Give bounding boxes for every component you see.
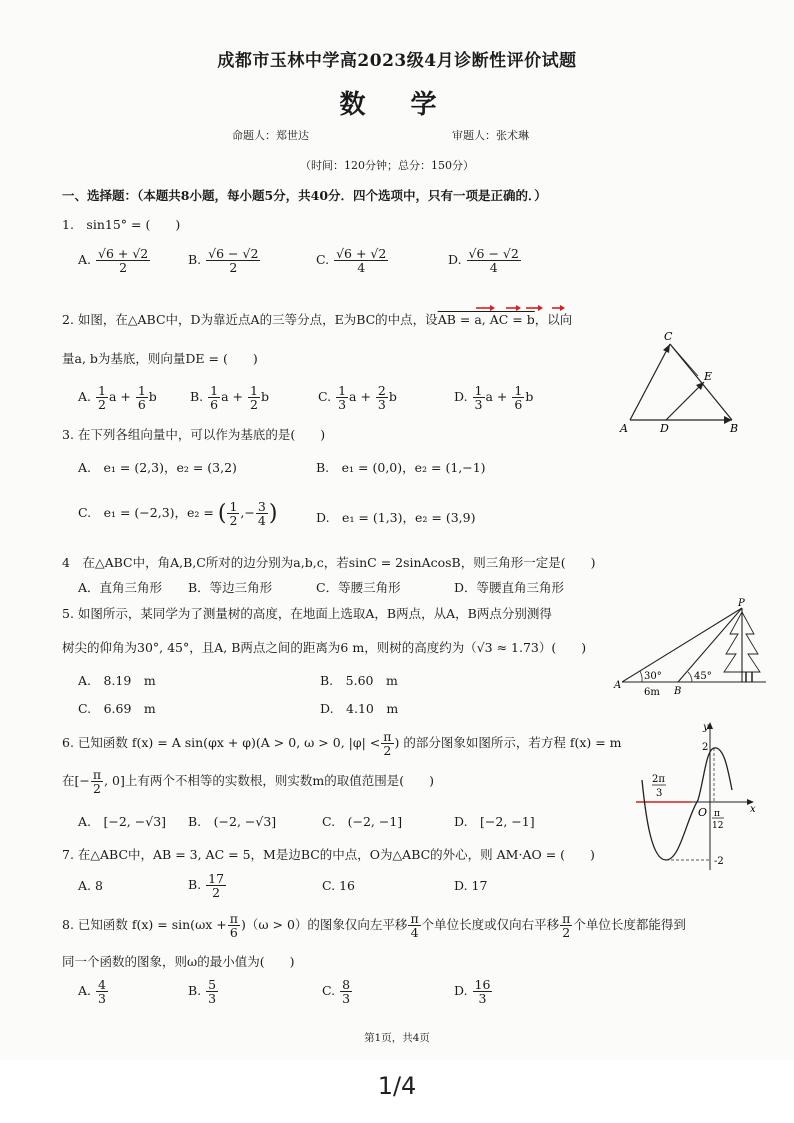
q1-option-d: D. $\frac{√6 - √2}{4}$ bbox=[448, 246, 519, 276]
q8-option-a: A. $\frac{4}{3}$ bbox=[78, 977, 106, 1007]
point-a-label: A bbox=[614, 680, 622, 691]
q2-stem-line1: 2. 如图，在△ABC中，D为靠近点A的三等分点，E为BC的中点，设AB = a, AC = b，以向 bbox=[62, 312, 573, 327]
q8-option-b: B. $\frac{5}{3}$ bbox=[188, 977, 217, 1007]
q4-option-d: D．等腰直角三角形 bbox=[454, 580, 565, 595]
q5-option-c: C. 6.69 m bbox=[78, 701, 156, 716]
point-a-label: A bbox=[620, 422, 628, 435]
point-e-label: E bbox=[704, 370, 713, 383]
red-vector-marks bbox=[472, 305, 572, 311]
ymax-label: 2 bbox=[702, 742, 709, 753]
q5-tree-figure bbox=[612, 598, 772, 698]
x-axis-label: x bbox=[750, 804, 756, 815]
origin-label: O bbox=[698, 806, 708, 819]
q2-option-b: B. $\frac{1}{6}$ a + $\frac{1}{2}$ b bbox=[190, 383, 269, 413]
q8-stem-line2: 同一个函数的图象，则ω的最小值为( ) bbox=[62, 954, 295, 969]
q8-stem-line1: 8. 已知函数 f(x) = sin(ωx + $\frac{\pi}{6}$ )（ω > 0）的图象仅向左平移 $\frac{\pi}{4}$ 个单位长度或仅向右平移 $\frac{\pi}{2}$ 个单位长度都能得到 bbox=[62, 911, 686, 941]
reviewer-label: 审题人：张术琳 bbox=[452, 129, 529, 142]
q3-option-b: B. e₁ = (0,0)，e₂ = (1,−1) bbox=[316, 460, 486, 475]
q2-option-a: A. $\frac{1}{2}$ a + $\frac{1}{6}$ b bbox=[78, 383, 157, 413]
q3-option-d: D. e₁ = (1,3)，e₂ = (3,9) bbox=[316, 510, 476, 525]
page-indicator: 1/4 bbox=[377, 1072, 417, 1100]
q3-stem: 3. 在下列各组向量中，可以作为基底的是( ) bbox=[62, 427, 326, 442]
left-tick-num: 2π bbox=[652, 774, 665, 785]
right-tick-num: π bbox=[714, 809, 720, 819]
q6-stem-line1: 6. 已知函数 f(x) = A sin(φx + φ)(A > 0, ω > 0, |φ| < $\frac{\pi}{2}$ ) 的部分图象如图所示，若方程 f(x) = m bbox=[62, 729, 622, 759]
right-tick-den: 12 bbox=[712, 821, 724, 831]
q1-option-b: B. $\frac{√6 - √2}{2}$ bbox=[188, 246, 259, 276]
q7-option-b: B. $\frac{17}{2}$ bbox=[188, 871, 225, 901]
q7-option-a: A. 8 bbox=[78, 878, 103, 893]
left-tick-den: 3 bbox=[656, 788, 663, 799]
q4-option-a: A．直角三角形 bbox=[78, 580, 163, 595]
q4-option-b: B．等边三角形 bbox=[188, 580, 273, 595]
q3-option-c: C. e₁ = (−2,3)，e₂ = ( $\frac{1}{2}$ ,− $\frac{3}{4}$ ) bbox=[78, 499, 278, 529]
exam-title: 成都市玉林中学高2023级4月诊断性评价试题 bbox=[217, 51, 577, 71]
point-p-label: P bbox=[738, 598, 745, 609]
q8-option-c: C. $\frac{8}{3}$ bbox=[322, 977, 351, 1007]
q6-option-a: A. [−2, −√3] bbox=[78, 814, 167, 829]
subject-heading: 数 学 bbox=[339, 90, 455, 120]
q7-option-c: C. 16 bbox=[322, 878, 355, 893]
q6-stem-line2: 在[− $\frac{\pi}{2}$ , 0]上有两个不相等的实数根，则实数m的取值范围是( ) bbox=[62, 767, 434, 797]
q2-stem-line2: 量a, b为基底，则向量DE = ( ) bbox=[62, 351, 258, 366]
q5-stem-line1: 5. 如图所示，某同学为了测量树的高度，在地面上选取A，B两点，从A，B两点分别测得 bbox=[62, 606, 552, 621]
q1-option-a: A. $\frac{√6 + √2}{2}$ bbox=[78, 246, 149, 276]
distance-label: 6m bbox=[644, 687, 660, 698]
q6-option-b: B. (−2, −√3] bbox=[188, 814, 277, 829]
y-axis-label: y bbox=[703, 722, 709, 733]
q7-stem: 7. 在△ABC中，AB = 3, AC = 5，M是边BC的中点，O为△ABC的外心，则 AM·AO = ( ) bbox=[62, 847, 595, 862]
time-score-label: （时间：120分钟；总分：150分） bbox=[300, 159, 474, 172]
q1-option-c: C. $\frac{√6 + √2}{4}$ bbox=[316, 246, 387, 276]
q5-option-a: A. 8.19 m bbox=[78, 673, 156, 688]
ymin-label: -2 bbox=[714, 856, 724, 867]
q7-option-d: D. 17 bbox=[454, 878, 488, 893]
q2-option-d: D. $\frac{1}{3}$ a + $\frac{1}{6}$ b bbox=[454, 383, 534, 413]
q4-stem: 4 在△ABC中，角A,B,C所对的边分别为a,b,c，若sinC = 2sinAcosB，则三角形一定是( ) bbox=[62, 555, 596, 570]
q3-option-a: A. e₁ = (2,3)，e₂ = (3,2) bbox=[78, 460, 237, 475]
q2-option-c: C. $\frac{1}{3}$ a + $\frac{2}{3}$ b bbox=[318, 383, 397, 413]
q6-sine-graph bbox=[632, 720, 762, 875]
q5-option-d: D. 4.10 m bbox=[320, 701, 399, 716]
q6-option-d: D. [−2, −1] bbox=[454, 814, 535, 829]
q6-option-c: C. (−2, −1] bbox=[322, 814, 403, 829]
q1-stem: 1. sin15° = ( ) bbox=[62, 217, 181, 232]
point-c-label: C bbox=[664, 330, 673, 343]
point-b-label: B bbox=[730, 422, 739, 435]
q2-triangle-figure bbox=[616, 328, 746, 438]
q8-option-d: D. $\frac{16}{3}$ bbox=[454, 977, 491, 1007]
q4-option-c: C．等腰三角形 bbox=[316, 580, 401, 595]
point-d-label: D bbox=[660, 422, 669, 435]
point-b-label: B bbox=[674, 686, 682, 697]
q5-stem-line2: 树尖的仰角为30°, 45°，且A, B两点之间的距离为6 m，则树的高度约为（√3 ≈ 1.73）( ) bbox=[62, 640, 587, 655]
author-label: 命题人：郑世达 bbox=[232, 129, 309, 142]
angle-30-label: 30° bbox=[644, 671, 662, 682]
q5-option-b: B. 5.60 m bbox=[320, 673, 398, 688]
section-heading: 一、选择题：（本题共8小题，每小题5分，共40分．四个选项中，只有一项是正确的．） bbox=[62, 188, 547, 203]
angle-45-label: 45° bbox=[694, 671, 712, 682]
page-footer: 第1页，共4页 bbox=[364, 1032, 430, 1044]
